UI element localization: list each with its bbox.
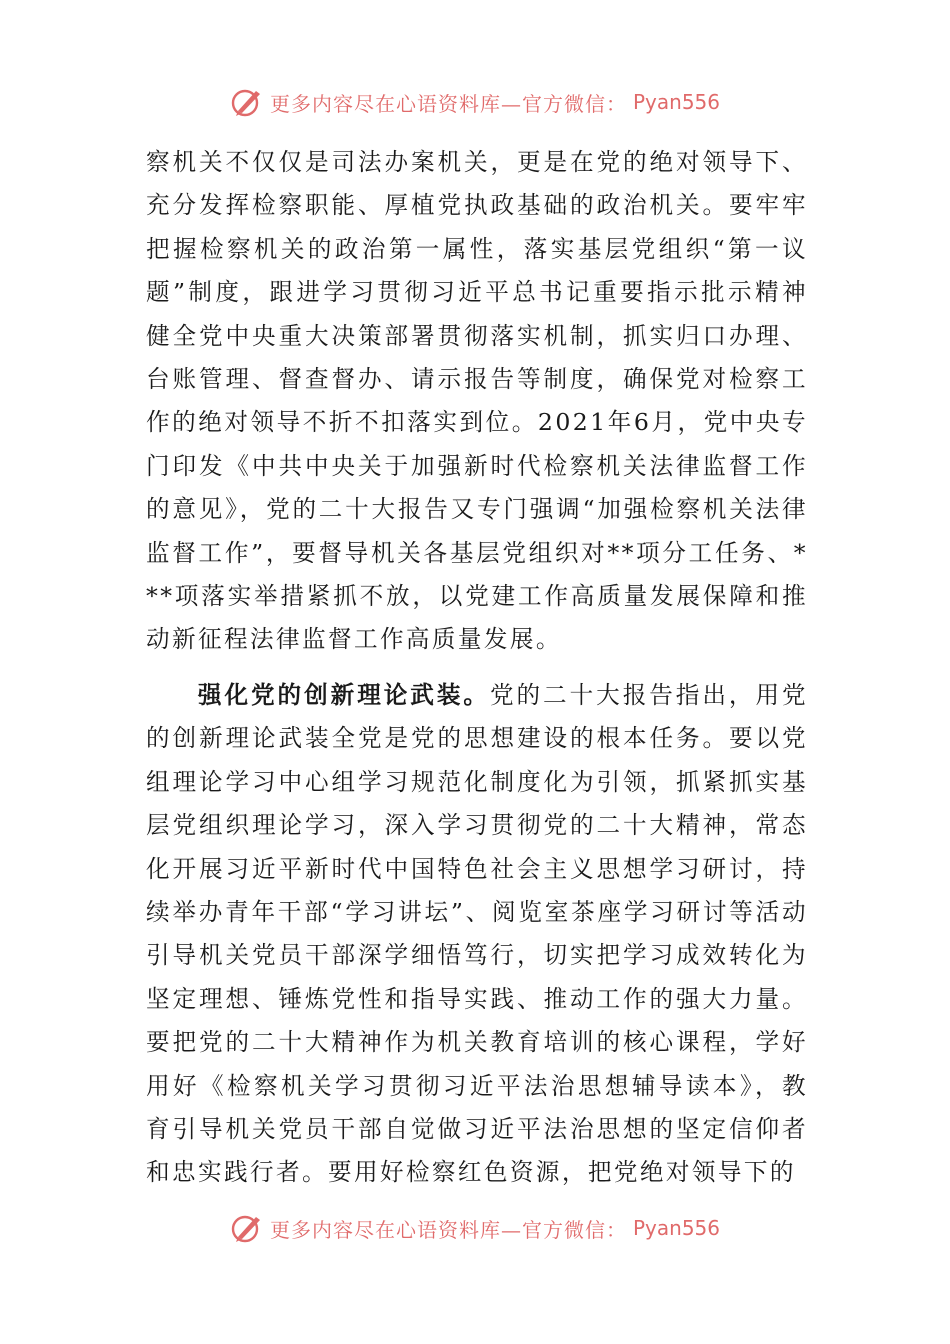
watermark-text: 更多内容尽在心语资料库—官方微信： bbox=[269, 91, 627, 116]
footer-watermark bbox=[0, 1208, 950, 1248]
paragraph-text: 党的二十大报告指出，用党的创新理论武装全党是党的思想建设的根本任务。要以党组理论学习中心组学习规范化制度化为引领，抓紧抓实基层党组织理论学习，深入学习贯彻党的二十大精神，常态化开展习近平新时代中国特色社会主义思想学习研讨，持续举办青年干部“学习讲坛”、阅览室茶座学习研讨等活动引导机关党员干部深学细悟笃行，切实把学习成效转化为坚定理想、锤炼党性和指导实践、推动工作的强大力量。要把党的二十大精神作为机关教育培训的核心课程，学好用好《检察机关学习贯彻习近平法治思想辅导读本》，教育引导机关党员干部自觉做习近平法治思想的坚定信仰者和忠实践行者。要用好检察红色资源，把党绝对领导下的 bbox=[146, 680, 808, 1187]
pen-circle-logo-icon bbox=[230, 85, 264, 119]
paragraph-text: 察机关不仅仅是司法办案机关，更是在党的绝对领导下、充分发挥检察职能、厚植党执政基础的政治机关。要牢牢把握检察机关的政治第一属性，落实基层党组织“第一议题”制度，跟进学习贯彻习近平总书记重要指示批示精神健全党中央重大决策部署贯彻落实机制，抓实归口办理、台账管理、督查督办、请示报告等制度，确保党对检察工作的绝对领导不折不扣落实到位。2021年6月，党中央专门印发《中共中央关于加强新时代检察机关法律监督工作的意见》，党的二十大报告又专门强调“加强检察机关法律监督工作”，要督导机关各基层党组织对**项分工任务、***项落实举措紧抓不放，以党建工作高质量发展保障和推动新征程法律监督工作高质量发展。 bbox=[146, 148, 808, 654]
pen-circle-logo-icon bbox=[230, 1211, 264, 1245]
header-watermark bbox=[0, 82, 950, 122]
watermark-wechat-id: Pyan556 bbox=[632, 1216, 720, 1240]
paragraph-1 bbox=[146, 141, 808, 662]
paragraph-2 bbox=[146, 674, 808, 1195]
document-body bbox=[146, 141, 808, 1195]
watermark-text: 更多内容尽在心语资料库—官方微信： bbox=[269, 1217, 627, 1242]
paragraph-lead: 强化党的创新理论武装。 bbox=[197, 680, 490, 709]
watermark-wechat-id: Pyan556 bbox=[632, 90, 720, 114]
